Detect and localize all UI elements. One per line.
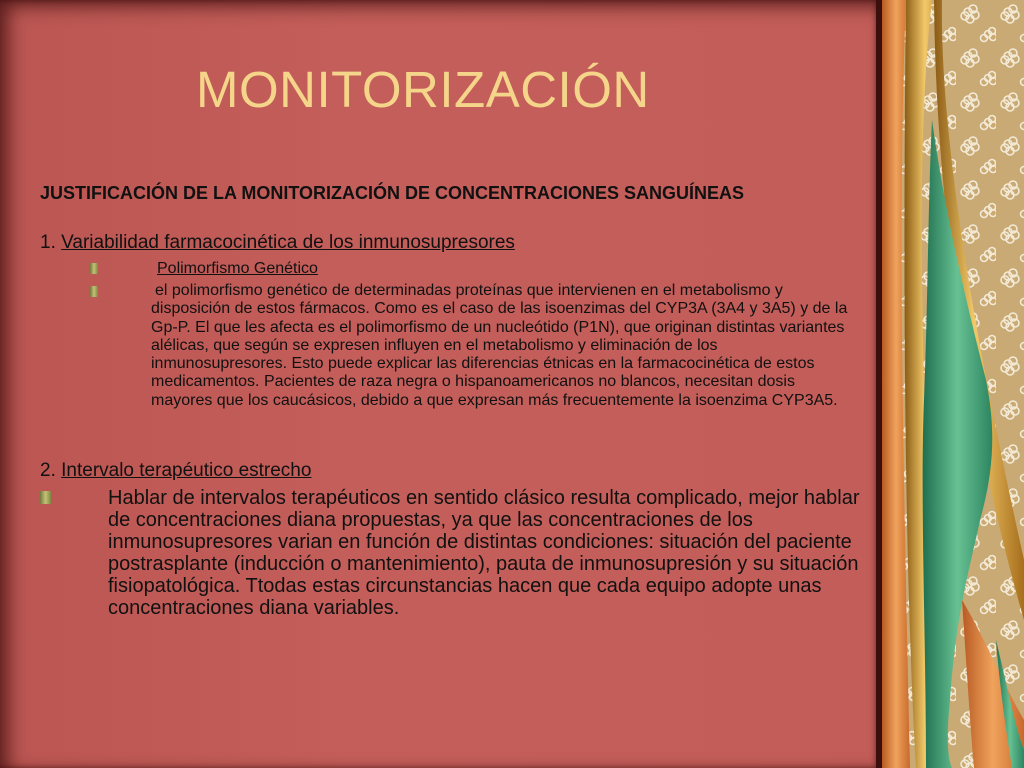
list-item-1-text: Variabilidad farmacocinética de los inmunosupresores — [61, 232, 515, 253]
bullet-icon — [90, 286, 98, 297]
list-item-2 — [40, 460, 311, 482]
sub-item-polimorfismo: Polimorfismo Genético — [157, 260, 318, 277]
bullet-icon — [40, 491, 51, 504]
list-item-2-text: Intervalo terapéutico estrecho — [61, 460, 312, 481]
bullet-icon — [90, 263, 98, 274]
body-paragraph: Hablar de intervalos terapéuticos en sentido clásico resulta complicado, mejor hablar de concentraciones diana propuestas, ya que las concentraciones de los inmunosupresores varian en función de distintas condiciones: situación del paciente postrasplante (inducción o mantenimiento), pauta de inmunosupresión y su situación fisiopatológica. Ttodas estas circunstancias hacen que cada equipo adopte unas concentraciones diana variables. — [108, 487, 860, 619]
list-item-1 — [40, 232, 515, 254]
decorative-ribbon-panel — [876, 0, 1024, 768]
sub-item-description: el polimorfismo genético de determinadas proteínas que intervienen en el metabolismo y disposición de estos fármacos. Como es el caso de las isoenzimas del CYP3A (3A4 y 3A5) y de la Gp-P. El que les afecta es el polimorfismo de un nucleótido (P1N), que originan distintas variantes alélicas, que según se expresen influyen en el metabolismo y eliminación de los inmunosupresores. Esto puede explicar las diferencias étnicas en la farmacocinética de estos medicamentos. Pacientes de raza negra o hispanoamericanos no blancos, necesitan dosis mayores que los caucásicos, debido a que expresan más frecuentemente la isoenzima CYP3A5. — [151, 282, 848, 409]
section-heading: JUSTIFICACIÓN DE LA MONITORIZACIÓN DE CONCENTRACIONES SANGUÍNEAS — [40, 183, 745, 203]
slide-title: MONITORIZACIÓN — [196, 61, 650, 118]
list-item-2-number: 2. — [40, 460, 62, 481]
list-item-1-number: 1. — [40, 232, 62, 253]
